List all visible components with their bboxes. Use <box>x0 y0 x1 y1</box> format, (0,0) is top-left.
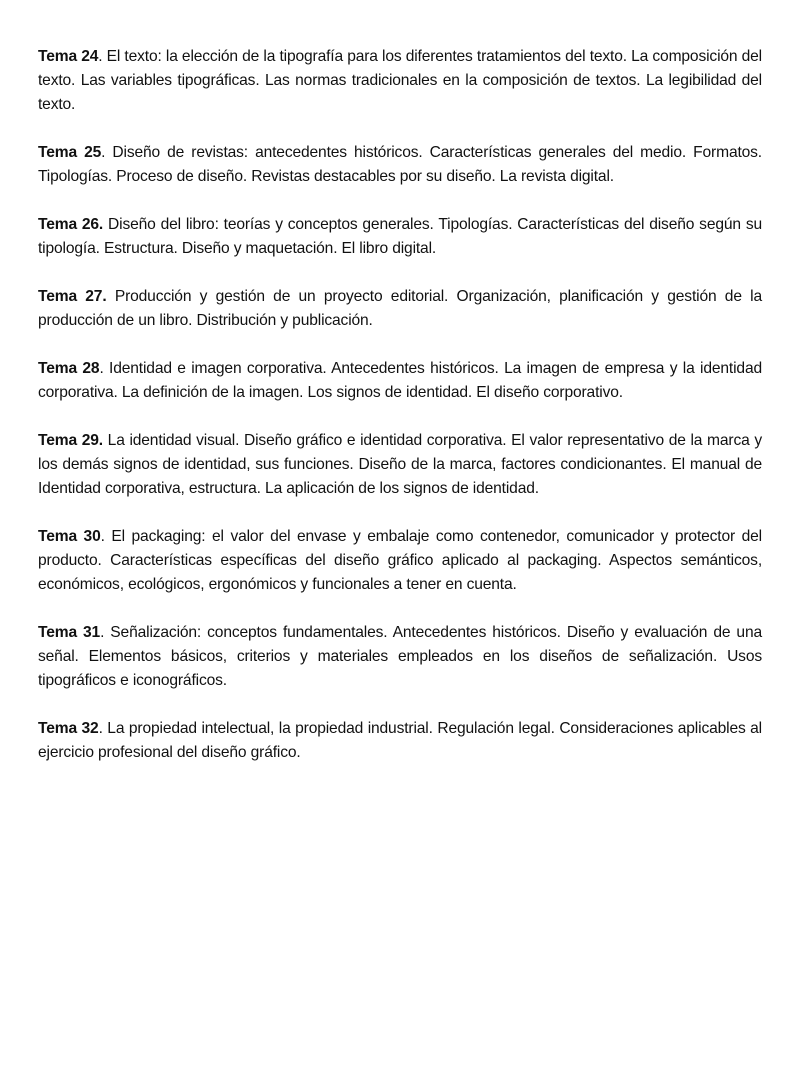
document-page <box>38 45 762 789</box>
topic-text: Diseño de revistas: antecedentes históricos. Características generales del medio. Formatos. Tipologías. Proceso de diseño. Revistas destacables por su diseño. La revista digital. <box>38 144 762 185</box>
topic-separator: . <box>98 48 103 65</box>
topic-label: Tema 30 <box>38 528 101 545</box>
topic-label: Tema 27. <box>38 288 107 305</box>
topic-label: Tema 28 <box>38 360 100 377</box>
topic-text: La propiedad intelectual, la propiedad industrial. Regulación legal. Consideraciones aplicables al ejercicio profesional del diseño gráfico. <box>38 720 762 761</box>
topic-text: Producción y gestión de un proyecto editorial. Organización, planificación y gestión de la producción de un libro. Distribución y publicación. <box>38 288 763 329</box>
topic-32 <box>38 717 762 765</box>
topic-text: La identidad visual. Diseño gráfico e identidad corporativa. El valor representativo de la marca y los demás signos de identidad, sus funciones. Diseño de la marca, factores condicionantes. El manual de Identidad corporativa, estructura. La aplicación de los signos de identidad. <box>38 432 762 497</box>
topic-28 <box>38 357 762 405</box>
topic-label: Tema 29. <box>38 432 103 449</box>
topic-30 <box>38 525 762 597</box>
topic-25 <box>38 141 762 189</box>
topic-label: Tema 25 <box>38 144 102 161</box>
topic-31 <box>38 621 762 693</box>
topic-separator: . <box>98 720 103 737</box>
topic-24 <box>38 45 762 117</box>
topic-label: Tema 24 <box>38 48 99 65</box>
topic-label: Tema 26. <box>38 216 104 233</box>
topic-separator: . <box>99 360 104 377</box>
topic-text: Señalización: conceptos fundamentales. Antecedentes históricos. Diseño y evaluación de una señal. Elementos básicos, criterios y materiales empleados en los diseños de señalización. Usos tipográficos e iconográficos. <box>38 624 762 689</box>
topic-text: El texto: la elección de la tipografía para los diferentes tratamientos del texto. La composición del texto. Las variables tipográficas. Las normas tradicionales en la composición de textos. La legibilidad del texto. <box>38 48 762 113</box>
topic-text: Identidad e imagen corporativa. Antecedentes históricos. La imagen de empresa y la identidad corporativa. La definición de la imagen. Los signos de identidad. El diseño corporativo. <box>38 360 762 401</box>
topic-separator: . <box>100 624 105 641</box>
topic-text: El packaging: el valor del envase y embalaje como contenedor, comunicador y protector del producto. Características específicas del diseño gráfico aplicado al packaging. Aspectos semánticos, económicos, ecológicos, ergonómicos y funcionales a tener en cuenta. <box>38 528 762 593</box>
topic-label: Tema 32 <box>38 720 99 737</box>
topic-27 <box>38 285 762 333</box>
topic-text: Diseño del libro: teorías y conceptos generales. Tipologías. Características del diseño según su tipología. Estructura. Diseño y maquetación. El libro digital. <box>38 216 763 257</box>
topic-label: Tema 31 <box>38 624 101 641</box>
topic-29 <box>38 429 762 501</box>
topic-separator: . <box>100 528 105 545</box>
topic-separator: . <box>101 144 106 161</box>
topic-26 <box>38 213 762 261</box>
